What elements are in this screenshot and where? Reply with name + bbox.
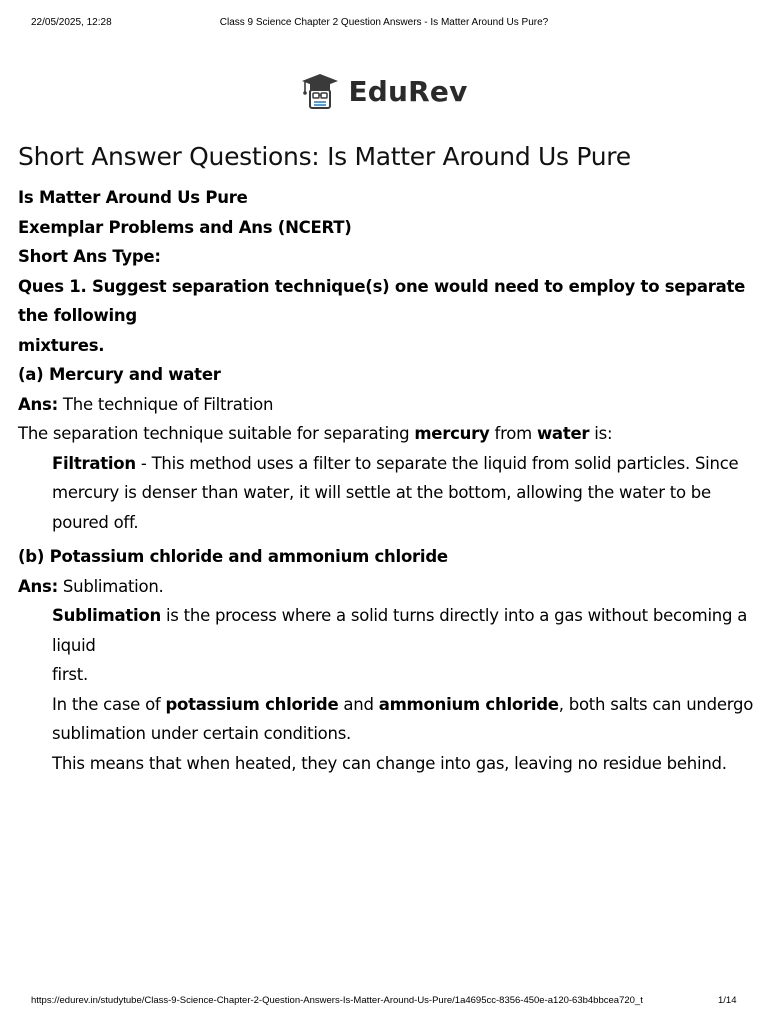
- answer-text: Sublimation.: [57, 576, 164, 596]
- part-b-answer: [18, 572, 754, 602]
- subheading-topic: Is Matter Around Us Pure: [18, 188, 248, 207]
- text-run: - This method uses a filter to separate the liquid from solid particles. Since: [135, 453, 739, 473]
- text-run: , both salts can undergo: [558, 694, 754, 714]
- answer-label: Ans:: [18, 576, 58, 596]
- brand-name: EduRev: [348, 74, 468, 108]
- term-filtration: Filtration: [52, 453, 136, 473]
- text-run: The separation technique suitable for separating: [18, 424, 415, 443]
- sublimation-explanation-line-2: first.: [52, 665, 88, 684]
- part-a-answer: [18, 390, 754, 420]
- term-water: water: [536, 424, 590, 443]
- filtration-explanation-line-2: mercury is denser than water, it will settle at the bottom, allowing the water to be poured off.: [52, 483, 711, 532]
- term-mercury: mercury: [414, 424, 490, 443]
- graduation-cap-books-icon: [300, 72, 340, 110]
- question-1-line-2: mixtures.: [18, 335, 105, 355]
- case-explanation-line-2: sublimation under certain conditions.: [52, 724, 352, 743]
- part-b-heading: (b) Potassium chloride and ammonium chloride: [18, 547, 448, 566]
- text-run: is the process where a solid turns directly into a gas without becoming a liquid: [52, 606, 748, 655]
- case-explanation-line-1: [18, 690, 754, 720]
- part-a-separation: [18, 419, 754, 449]
- subheading-exemplar: Exemplar Problems and Ans (NCERT): [18, 217, 352, 237]
- part-a-heading: (a) Mercury and water: [18, 365, 221, 384]
- text-run: In the case of: [52, 694, 166, 714]
- sublimation-explanation-line-1: [18, 601, 754, 660]
- print-doc-title: Class 9 Science Chapter 2 Question Answers - Is Matter Around Us Pure?: [219, 17, 549, 28]
- question-1-line-1: Ques 1. Suggest separation technique(s) one would need to employ to separate the following: [18, 276, 746, 325]
- filtration-explanation-line-1: [18, 449, 754, 479]
- text-run: from: [489, 424, 537, 443]
- print-datetime: 22/05/2025, 12:28: [31, 17, 112, 28]
- page-title: Short Answer Questions: Is Matter Around Us Pure: [18, 142, 631, 171]
- term-ammonium-chloride: ammonium chloride: [378, 694, 559, 714]
- answer-label: Ans:: [18, 394, 58, 414]
- edurev-logo[interactable]: [0, 72, 768, 110]
- term-potassium-chloride: potassium chloride: [165, 694, 339, 714]
- answer-text: The technique of Filtration: [57, 394, 274, 414]
- article-content: [18, 142, 754, 778]
- text-run: and: [338, 694, 379, 714]
- page-url-link[interactable]: https://edurev.in/studytube/Class-9-Science-Chapter-2-Question-Answers-Is-Matter-Around-Us-Pure/1a4695cc-8356-450e-a120-63b4bbcea720_t: [31, 995, 643, 1006]
- page-number: 1/14: [718, 995, 737, 1006]
- text-run: is:: [589, 424, 613, 443]
- term-sublimation: Sublimation: [52, 606, 161, 625]
- subheading-type: Short Ans Type:: [18, 247, 161, 266]
- heating-explanation: This means that when heated, they can change into gas, leaving no residue behind.: [52, 753, 727, 773]
